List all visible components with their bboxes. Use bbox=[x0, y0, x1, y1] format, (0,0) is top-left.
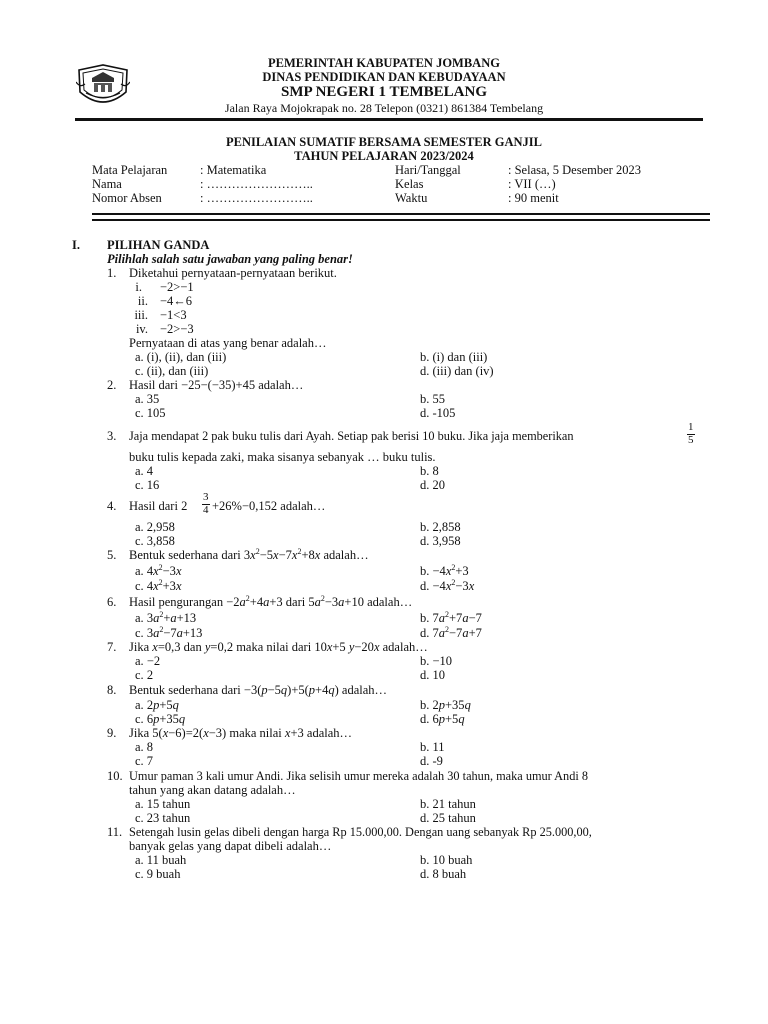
q6-option-d-letter: d. bbox=[420, 626, 430, 640]
day-label: Hari/Tanggal bbox=[395, 163, 461, 177]
q6-mid: dari bbox=[285, 595, 306, 609]
q1-stmt: −2>−1 bbox=[160, 280, 194, 294]
q1-stmt-num: ii. bbox=[137, 294, 148, 308]
name-label: Nama bbox=[92, 177, 122, 191]
q7-option-a-letter: a. bbox=[135, 654, 144, 668]
q8-text: Bentuk sederhana dari −3(p−5q)+5(p+4q) adalah… bbox=[129, 683, 388, 697]
q10-text: Umur paman 3 kali umur Andi. Jika selisih umur mereka adalah 30 tahun, maka umur Andi 8 bbox=[129, 769, 588, 783]
subject-value: : Matematika bbox=[200, 163, 267, 177]
exam-year: TAHUN PELAJARAN 2023/2024 bbox=[294, 149, 474, 163]
q7-option-d-letter: d. bbox=[420, 668, 430, 682]
q10-number: 10. bbox=[107, 769, 123, 783]
q4-option-b: b. 2,858 bbox=[420, 520, 461, 534]
q8-pre: Bentuk sederhana dari bbox=[129, 683, 241, 697]
q6-option-a-letter: a. bbox=[135, 611, 144, 625]
q2-option-c: c. 105 bbox=[135, 406, 166, 420]
q7-mid1: dan bbox=[183, 640, 202, 654]
q1-number: 1. bbox=[107, 266, 117, 280]
subject-label: Mata Pelajaran bbox=[92, 163, 168, 177]
q10-option-b: b. 21 tahun bbox=[420, 797, 476, 811]
q3-text2: buku tulis kepada zaki, maka sisanya sebanyak … buku tulis. bbox=[129, 450, 436, 464]
q4-fraction-num: 3 bbox=[203, 491, 209, 503]
q1-stmt: −2>−3 bbox=[160, 322, 194, 336]
q9-option-c: c. 7 bbox=[135, 754, 154, 768]
q10-option-c: c. 23 tahun bbox=[135, 811, 191, 825]
q7-option-c bbox=[135, 669, 153, 682]
q2-text bbox=[129, 379, 303, 392]
q7-option-d bbox=[420, 669, 445, 682]
q11-option-b: b. 10 buah bbox=[420, 853, 473, 867]
school-address: Jalan Raya Mojokrapak no. 28 Telepon (0321) 861384 Tembelang bbox=[224, 101, 544, 115]
q4-whole: 2 bbox=[181, 499, 188, 513]
q1-stmt: −4←6 bbox=[160, 294, 193, 308]
q5-number: 5. bbox=[107, 548, 117, 562]
q6-post: adalah… bbox=[367, 595, 413, 609]
q7-mid2: maka nilai dari bbox=[236, 640, 312, 654]
q11-option-c: c. 9 buah bbox=[135, 867, 181, 881]
q3-option-c: c. 16 bbox=[135, 478, 160, 492]
section-number: I. bbox=[72, 238, 80, 252]
q7-pre: Jika bbox=[129, 640, 150, 654]
q7-option-a-value: −2 bbox=[146, 654, 161, 668]
q4-pre: Hasil dari bbox=[129, 499, 182, 513]
q7-post: adalah… bbox=[382, 640, 428, 654]
q7-text: Jika x=0,3 dan y=0,2 maka nilai dari 10x+5 y−20x adalah… bbox=[129, 640, 428, 654]
q9-option-b: b. 11 bbox=[420, 740, 445, 754]
q1-option-a: a. (i), (ii), dan (iii) bbox=[135, 350, 227, 364]
q9-mid: maka nilai bbox=[229, 726, 282, 740]
q6-option-b: b. $7a^2+7a-7$ bbox=[420, 610, 482, 625]
q1-stmt: −1<3 bbox=[160, 308, 187, 322]
q9-option-d: d. -9 bbox=[420, 754, 443, 768]
q4-number: 4. bbox=[107, 499, 117, 513]
q5-option-c-letter: c. bbox=[135, 579, 144, 593]
q4-option-c: c. 3,858 bbox=[135, 534, 175, 548]
q5-option-d: d. $-4x^2-3x$ bbox=[420, 578, 475, 593]
q7-option-c-value: 2 bbox=[146, 668, 154, 682]
day-value: : Selasa, 5 Desember 2023 bbox=[508, 163, 641, 177]
q7-option-b bbox=[420, 655, 452, 668]
q10-text2: tahun yang akan datang adalah… bbox=[129, 783, 296, 797]
q3-number: 3. bbox=[107, 429, 117, 443]
q1-text: Diketahui pernyataan-pernyataan berikut. bbox=[129, 266, 337, 280]
class-value: : VII (…) bbox=[508, 177, 556, 191]
q6-text: Hasil pengurangan $-2a^2+4a+3$ dari $5a^2-3a+10$ adalah… bbox=[129, 594, 413, 609]
q7-option-a bbox=[135, 655, 160, 668]
q9-number: 9. bbox=[107, 726, 117, 740]
q8-option-d: d. 6p+5q bbox=[420, 712, 465, 726]
q8-option-c: c. 6p+35q bbox=[135, 712, 186, 726]
q5-pre: Bentuk sederhana dari bbox=[129, 548, 241, 562]
school-name: SMP NEGERI 1 TEMBELANG bbox=[280, 84, 487, 100]
q5-option-b-letter: b. bbox=[420, 564, 430, 578]
q4-option-a: a. 2,958 bbox=[135, 520, 175, 534]
q8-option-b-letter: b. bbox=[420, 698, 430, 712]
q5-option-c: c. $4x^2+3x$ bbox=[135, 578, 182, 593]
q11-text: Setengah lusin gelas dibeli dengan harga Rp 15.000,00. Dengan uang sebanyak Rp 25.000,00, bbox=[129, 825, 592, 839]
exam-title: PENILAIAN SUMATIF BERSAMA SEMESTER GANJIL bbox=[225, 135, 543, 149]
q4-fraction bbox=[202, 492, 210, 516]
q5-option-b: b. $-4x^2+3$ bbox=[420, 563, 469, 578]
q2-number: 2. bbox=[107, 378, 117, 392]
q6-option-a: a. $3a^2+a+13$ bbox=[135, 610, 197, 625]
q4-expression: +26%−0,152 bbox=[212, 499, 278, 513]
q5-post: adalah… bbox=[323, 548, 369, 562]
name-value: : …………………….. bbox=[200, 177, 313, 191]
q3-fraction-den: 5 bbox=[688, 433, 694, 446]
q6-option-c-letter: c. bbox=[135, 626, 144, 640]
info-rule-top bbox=[92, 213, 710, 215]
q9-post: adalah… bbox=[306, 726, 353, 740]
q9-text: Jika 5(x−6)=2(x−3) maka nilai x+3 adalah… bbox=[129, 726, 353, 740]
q4-option-d: d. 3,958 bbox=[420, 534, 461, 548]
q4-post: adalah… bbox=[277, 499, 326, 513]
q2-post: adalah… bbox=[255, 378, 304, 392]
q5-option-d-letter: d. bbox=[420, 579, 430, 593]
q6-option-d: d. $7a^2-7a+7$ bbox=[420, 625, 482, 640]
q7-option-b-value: −10 bbox=[432, 654, 453, 668]
q2-expression: −25−(−35)+45 bbox=[181, 378, 256, 392]
q1-stmt-num: iii. bbox=[134, 308, 148, 322]
q11-option-d: d. 8 buah bbox=[420, 867, 467, 881]
q1-option-c: c. (ii), dan (iii) bbox=[135, 364, 209, 378]
q1-stmt-num: iv. bbox=[135, 322, 148, 336]
absen-value: : …………………….. bbox=[200, 191, 313, 205]
q6-option-b-letter: b. bbox=[420, 611, 430, 625]
absen-label: Nomor Absen bbox=[92, 191, 162, 205]
q5-option-a-letter: a. bbox=[135, 564, 144, 578]
time-label: Waktu bbox=[395, 191, 428, 205]
q5-expression: $3x^2-5x-7x^2+8x$ bbox=[243, 547, 321, 562]
q11-option-a: a. 11 buah bbox=[135, 853, 187, 867]
q4-text bbox=[129, 500, 187, 513]
q7-option-b-letter: b. bbox=[420, 654, 430, 668]
q1-stmt-num: i. bbox=[135, 280, 142, 294]
q3-text: Jaja mendapat 2 pak buku tulis dari Ayah. Setiap pak berisi 10 buku. Jika jaja memberikan bbox=[129, 429, 574, 443]
info-rule-bottom bbox=[92, 219, 710, 221]
q2-option-d: d. -105 bbox=[420, 406, 456, 420]
q8-option-b: b. 2p+35q bbox=[420, 698, 471, 712]
q8-option-d-letter: d. bbox=[420, 712, 430, 726]
q3-fraction-num: 1 bbox=[688, 421, 694, 433]
q8-option-a: a. 2p+5q bbox=[135, 698, 179, 712]
q4-fraction-den: 4 bbox=[203, 503, 209, 516]
q7-number: 7. bbox=[107, 640, 117, 654]
q11-text2: banyak gelas yang dapat dibeli adalah… bbox=[129, 839, 332, 853]
letterhead-rule bbox=[75, 118, 703, 121]
q10-option-d: d. 25 tahun bbox=[420, 811, 476, 825]
q3-option-a: a. 4 bbox=[135, 464, 154, 478]
q3-option-d: d. 20 bbox=[420, 478, 445, 492]
q3-fraction bbox=[687, 422, 695, 446]
q8-option-a-letter: a. bbox=[135, 698, 144, 712]
q2-pre: Hasil dari bbox=[129, 378, 182, 392]
time-value: : 90 menit bbox=[508, 191, 559, 205]
q3-option-b: b. 8 bbox=[420, 464, 439, 478]
class-label: Kelas bbox=[395, 177, 424, 191]
q2-option-a: a. 35 bbox=[135, 392, 160, 406]
q5-option-a: a. $4x^2-3x$ bbox=[135, 563, 182, 578]
q11-number: 11. bbox=[107, 825, 123, 839]
q8-option-c-letter: c. bbox=[135, 712, 144, 726]
q9-pre: Jika bbox=[129, 726, 150, 740]
gov-line: PEMERINTAH KABUPATEN JOMBANG bbox=[268, 56, 500, 70]
q2-option-b: b. 55 bbox=[420, 392, 445, 406]
section-title: PILIHAN GANDA bbox=[107, 238, 210, 252]
q6-pre: Hasil pengurangan bbox=[129, 595, 224, 609]
q8-number: 8. bbox=[107, 683, 117, 697]
dept-line: DINAS PENDIDIKAN DAN KEBUDAYAAN bbox=[262, 70, 506, 84]
q6-number: 6. bbox=[107, 595, 117, 609]
q7-option-c-letter: c. bbox=[135, 668, 144, 682]
q6-option-c: c. $3a^2-7a+13$ bbox=[135, 625, 203, 640]
q8-post: adalah… bbox=[341, 683, 388, 697]
q5-text bbox=[129, 549, 369, 562]
q1-option-b: b. (i) dan (iii) bbox=[420, 350, 488, 364]
q1-prompt: Pernyataan di atas yang benar adalah… bbox=[129, 336, 327, 350]
section-instruction: Pilihlah salah satu jawaban yang paling benar! bbox=[107, 252, 353, 266]
q1-option-d: d. (iii) dan (iv) bbox=[420, 364, 494, 378]
q10-option-a: a. 15 tahun bbox=[135, 797, 191, 811]
q7-option-d-value: 10 bbox=[432, 668, 445, 682]
q4-rest bbox=[212, 500, 325, 513]
q9-option-a: a. 8 bbox=[135, 740, 154, 754]
